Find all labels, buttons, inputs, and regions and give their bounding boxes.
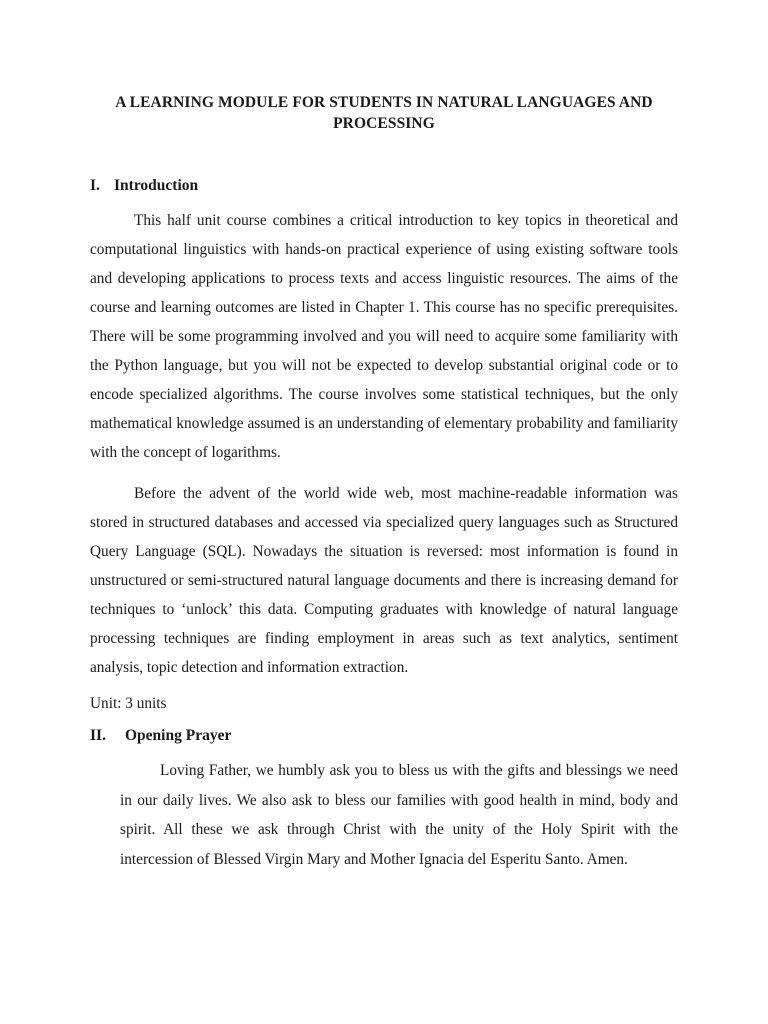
section-title: Introduction — [114, 177, 199, 194]
introduction-paragraph-1: This half unit course combines a critical introduction to key topics in theoretical and computational linguistics with hands-on practical experience of using existing software tools and developing applications to process texts and access linguistic resources. The aims of the course and learning outcomes are listed in Chapter 1. This course has no specific prerequisites. There will be some programming involved and you will need to acquire some familiarity with the Python language, but you will not be expected to develop substantial original code or to encode specialized algorithms. The course involves some statistical techniques, but the only mathematical knowledge assumed is an understanding of elementary probability and familiarity with the concept of logarithms. — [90, 212, 678, 461]
section-number: I. — [90, 177, 100, 194]
introduction-paragraph-2: Before the advent of the world wide web, most machine-readable information was stored in structured databases and accessed via specialized query languages such as Structured Query Language (SQL). Nowadays the situation is reversed: most information is found in unstructured or semi-structured natural language documents and there is increasing demand for techniques to ‘unlock’ this data. Computing graduates with knowledge of natural language processing techniques are finding employment in areas such as text analytics, sentiment analysis, topic detection and information extraction. — [90, 485, 678, 676]
section-number: II. — [90, 727, 106, 744]
section-heading-opening-prayer — [90, 726, 678, 746]
section-heading-introduction — [90, 176, 678, 196]
unit-line: Unit: 3 units — [90, 695, 167, 712]
document-title: A LEARNING MODULE FOR STUDENTS IN NATURAL LANGUAGES AND PROCESSING — [115, 94, 653, 132]
section-title: Opening Prayer — [125, 727, 232, 744]
prayer-paragraph: Loving Father, we humbly ask you to bless us with the gifts and blessings we need in our daily lives. We also ask to bless our families with good health in mind, body and spirit. All these we ask through Christ with the unity of the Holy Spirit with the intercession of Blessed Virgin Mary and Mother Ignacia del Esperitu Santo. Amen. — [120, 762, 678, 868]
